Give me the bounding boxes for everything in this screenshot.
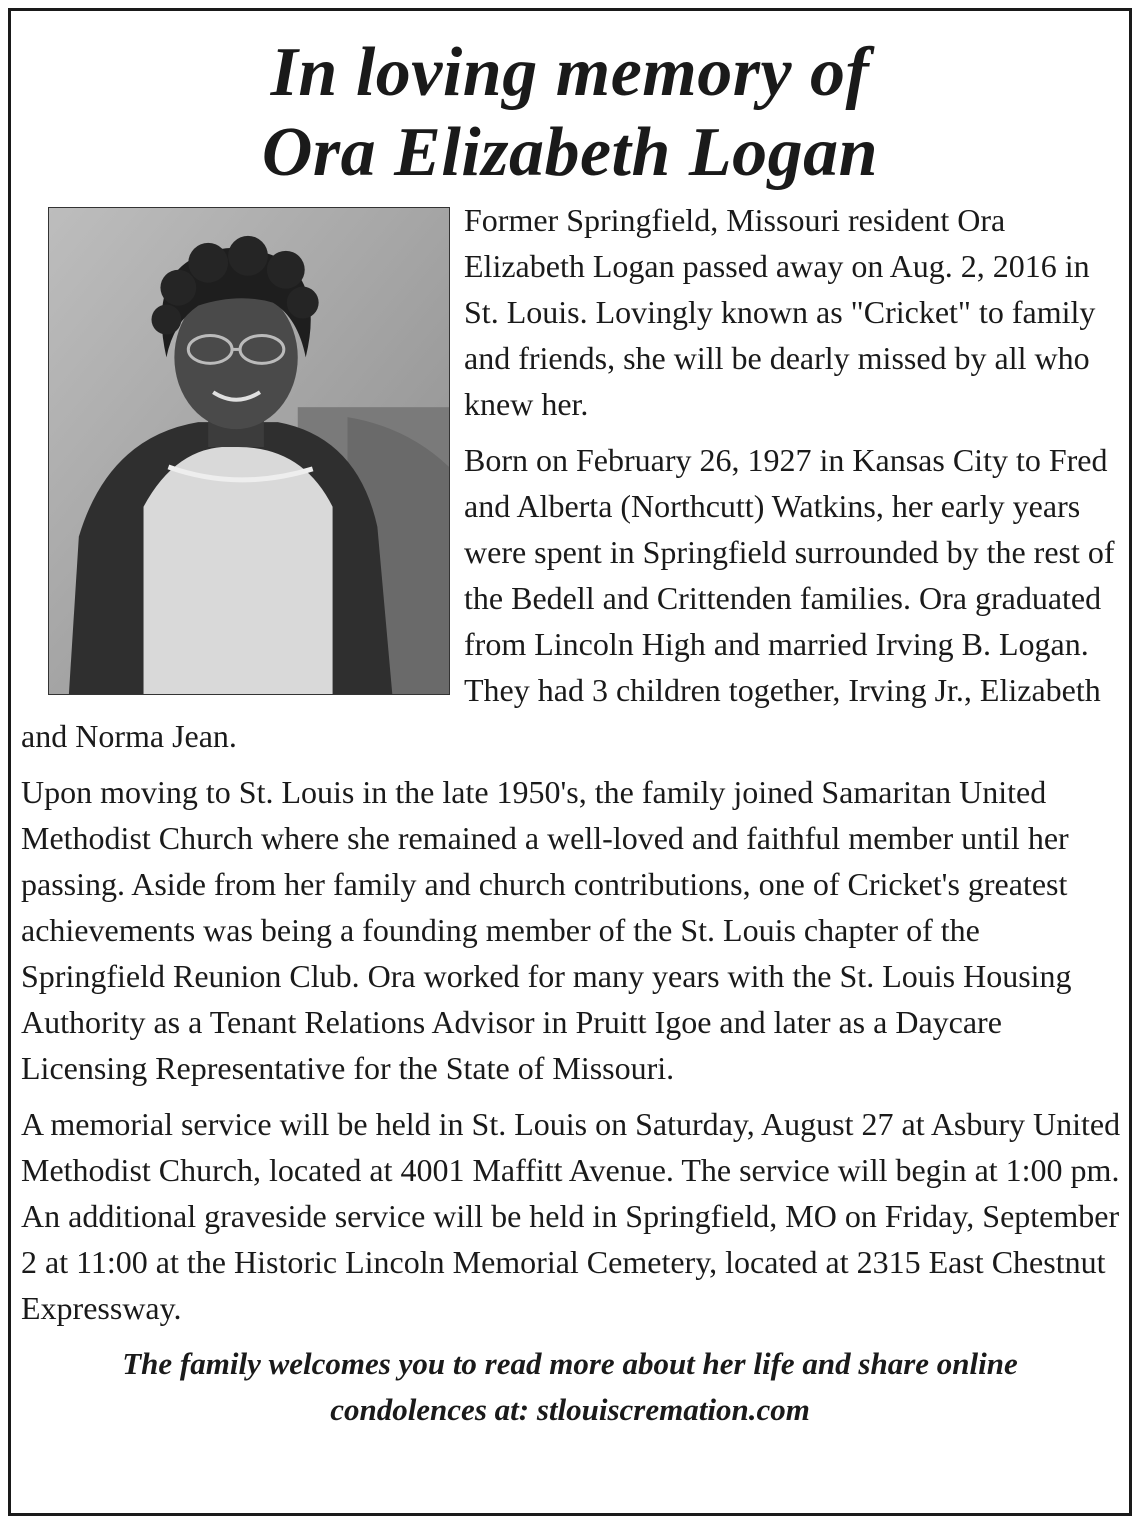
portrait-illustration: [49, 208, 449, 694]
closing-line-1: The family welcomes you to read more about her life and share online: [122, 1346, 1018, 1381]
paragraph-intro: Former Springfield, Missouri resident Ora Elizabeth Logan passed away on Aug. 2, 2016 in St. Louis. Lovingly known as "Cricket" to family and friends, she will be dearly missed by all who knew her.: [464, 202, 1096, 422]
obituary-notice: [8, 8, 1132, 1516]
portrait-photo: [48, 207, 450, 695]
title-line-2: Ora Elizabeth Logan: [261, 114, 879, 191]
obituary-body: [11, 193, 1129, 1331]
paragraph-early-life: Born on February 26, 1927 in Kansas City to Fred and Alberta (Northcutt) Watkins, her early years were spent in Springfield surrounded by the rest of the Bedell and Crittenden families. Ora graduated from Lincoln High and married Irving B. Logan. They had 3 children together, Irving Jr., Elizabeth and Norma Jean.: [21, 442, 1115, 754]
closing-line-2: condolences at: stlouiscremation.com: [330, 1392, 810, 1427]
closing-message: [11, 1341, 1129, 1433]
paragraph-service: A memorial service will be held in St. Louis on Saturday, August 27 at Asbury United Methodist Church, located at 4001 Maffitt Avenue. The service will begin at 1:00 pm. An additional graveside service will be held in Springfield, MO on Friday, September 2 at 11:00 at the Historic Lincoln Memorial Cemetery, located at 2315 East Chestnut Expressway.: [21, 1106, 1121, 1326]
paragraph-career: Upon moving to St. Louis in the late 1950's, the family joined Samaritan United Methodist Church where she remained a well-loved and faithful member until her passing. Aside from her family and church contributions, one of Cricket's greatest achievements was being a founding member of the St. Louis chapter of the Springfield Reunion Club. Ora worked for many years with the St. Louis Housing Authority as a Tenant Relations Advisor in Pruitt Igoe and later as a Daycare Licensing Representative for the State of Missouri.: [21, 774, 1072, 1086]
title-line-1: In loving memory of: [270, 34, 870, 111]
